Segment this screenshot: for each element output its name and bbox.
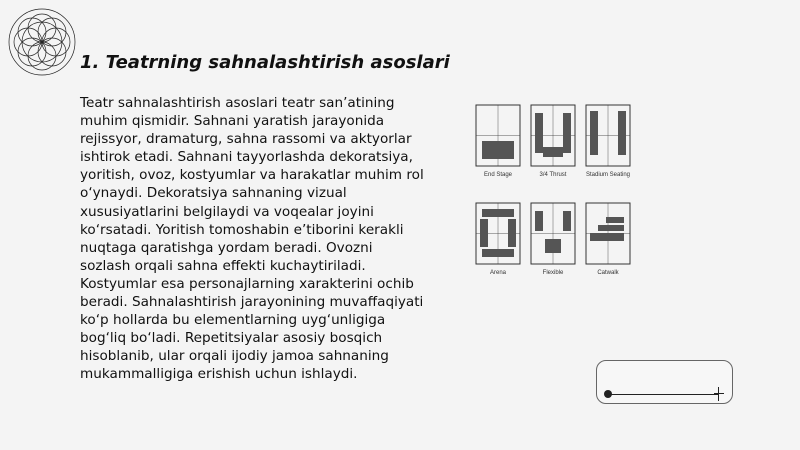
- seating-block: [535, 113, 543, 153]
- seating-block: [606, 217, 624, 223]
- seating-block: [545, 239, 561, 253]
- stage-layout-caption: End Stage: [483, 172, 513, 178]
- add-icon[interactable]: [714, 387, 724, 401]
- stage-layout-panel: [476, 105, 520, 166]
- stage-layout-caption: Flexible: [542, 270, 564, 276]
- seating-block: [482, 141, 514, 159]
- seating-block: [482, 209, 514, 217]
- seating-block: [590, 111, 598, 155]
- seating-block: [482, 249, 514, 257]
- seating-block: [598, 225, 624, 231]
- decorative-circle-logo: [4, 4, 80, 80]
- seating-block: [563, 113, 571, 153]
- stage-layout-caption: Stadium Seating: [585, 172, 631, 178]
- seating-block: [480, 219, 488, 247]
- seating-block: [563, 211, 571, 231]
- progress-track[interactable]: [608, 394, 719, 395]
- stage-layout-panel: [586, 105, 630, 166]
- stage-layouts-figure: [470, 100, 636, 280]
- media-control-box[interactable]: [596, 360, 733, 404]
- stage-layout-caption: Arena: [489, 270, 507, 276]
- seating-block: [618, 111, 626, 155]
- stage-layout-caption: Catwalk: [597, 270, 619, 276]
- seating-block: [535, 211, 543, 231]
- stage-layout-caption: 3/4 Thrust: [539, 172, 567, 178]
- stage-layout-panel: [531, 105, 575, 166]
- slide-title: 1. Teatrning sahnalashtirish asoslari: [80, 52, 450, 73]
- stage-layout-panel: [586, 203, 630, 264]
- playhead-dot[interactable]: [604, 390, 612, 398]
- stage-layout-panel: [531, 203, 575, 264]
- stage-layout-panel: [476, 203, 520, 264]
- stage-layouts-diagram: [470, 100, 636, 280]
- seating-block: [508, 219, 516, 247]
- seating-block: [543, 147, 563, 157]
- slide-body-text: Teatr sahnalashtirish asoslari teatr san’atining muhim qismidir. Sahnani yaratish jarayonida rejissyor, dramaturg, sahna rassomi va aktyorlar ishtirok etadi. Sahnani tayyorlashda dekoratsiya, yoritish, ovoz, kostyumlar va harakatlar muhim rol o‘ynaydi. Dekoratsiya sahnaning vizual xususiyatlarini belgilaydi va voqealar joyini ko‘rsatadi. Yoritish tomoshabin e’tiborini kerakli nuqtaga qaratishga yordam beradi. Ovozni sozlash orqali sahna effekti kuchaytiriladi. Kostyumlar esa personajlarning xarakterini ochib beradi. Sahnalashtirish jarayonining muvaffaqiyati ko‘p hollarda bu elementlarning uyg‘unligiga bog‘liq bo‘ladi. Repetitsiyalar asosiy bosqich hisoblanib, ular orqali ijodiy jamoa sahnaning mukammalligiga erishish uchun ishlaydi.: [80, 95, 424, 383]
- seating-block: [590, 233, 624, 241]
